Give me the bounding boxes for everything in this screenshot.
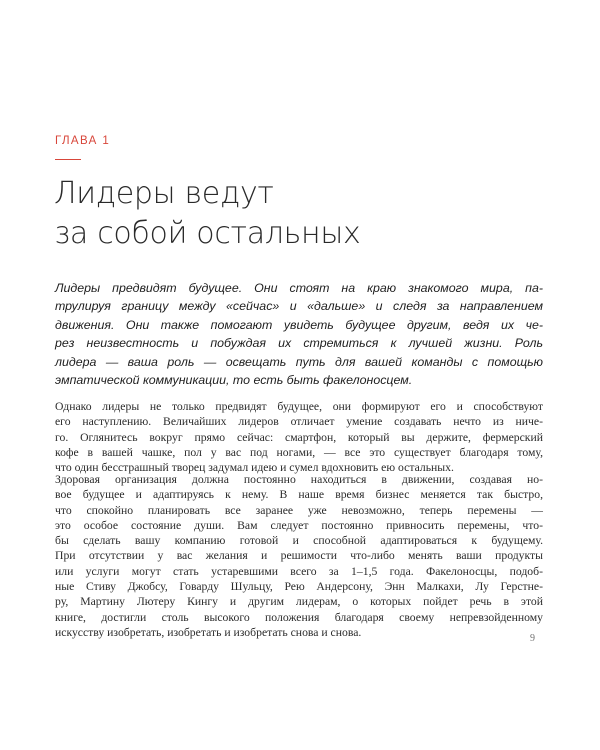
paragraph-line: бы сделать вашу компанию готовой и способной адаптироваться к будущему. — [55, 534, 543, 548]
paragraph-line: вое будущее и адаптируясь к нему. В наше время бизнес меняется так быстро, — [55, 488, 543, 502]
paragraph-line: Однако лидеры не только предвидят будущее, они формируют его и способствуют — [55, 400, 543, 413]
epigraph-line: эмпатической коммуникации, то есть быть факелоносцем. — [55, 373, 413, 388]
epigraph-line: трулируя границу между «сейчас» и «дальше» и следя за направлением — [55, 299, 543, 314]
epigraph-line: рез неизвестность и побуждая их стремиться к лучшей жизни. Роль — [55, 336, 543, 351]
page-number: 9 — [530, 633, 535, 644]
paragraph-line: ру, Мартину Лютеру Кингу и другим лидерам, о которых пойдет речь в этой — [55, 595, 543, 609]
chapter-title-line: Лидеры ведут — [54, 176, 274, 211]
paragraph-line: это особое состояние души. Вам следует постоянно привносить перемены, что- — [55, 518, 543, 532]
chapter-label: ГЛАВА 1 — [55, 135, 111, 147]
body-paragraph-1 — [55, 399, 543, 475]
epigraph-line: движения. Они также помогают увидеть будущее другим, ведя их че- — [55, 317, 543, 332]
paragraph-line: ные Стиву Джобсу, Говарду Шульцу, Рею Андерсону, Энн Малкахи, Лу Герстне- — [55, 580, 543, 594]
paragraph-line: что спокойно планировать все заранее уже невозможно, теперь перемены — — [55, 503, 543, 517]
chapter-divider — [55, 159, 81, 160]
paragraph-line: его наступлению. Величайших лидеров отличает умение создавать нечто из ниче- — [55, 415, 543, 429]
body-paragraph-2 — [55, 472, 543, 640]
paragraph-line: что один бесстрашный творец задумал идею и сумел вдохновить ею остальных. — [55, 461, 454, 475]
epigraph — [55, 279, 543, 389]
chapter-title-line: за собой остальных — [54, 216, 361, 251]
paragraph-line: искусству изобретать, изобретать и изобретать снова и снова. — [55, 625, 362, 639]
paragraph-line: кофе в вашей чашке, пол у вас под ногами, — все это существует благодаря тому, — [55, 445, 543, 459]
paragraph-line: При отсутствии у вас желания и решимости что-либо менять ваши продукты — [55, 549, 543, 563]
chapter-title — [54, 174, 514, 254]
paragraph-line: книге, достигли столь высокого положения благодаря своему непревзойденному — [55, 610, 543, 624]
paragraph-line: или услуги могут стать устаревшими всего за 1–1,5 года. Факелоносцы, подоб- — [55, 564, 543, 578]
paragraph-line: го. Оглянитесь вокруг прямо сейчас: смартфон, который вы держите, фермерский — [55, 430, 543, 444]
paragraph-line: Здоровая организация должна постоянно находиться в движении, создавая но- — [55, 473, 543, 486]
epigraph-line: лидера — ваша роль — освещать путь для вашей команды с помощью — [55, 354, 543, 369]
epigraph-line: Лидеры предвидят будущее. Они стоят на краю знакомого мира, па- — [55, 281, 543, 295]
